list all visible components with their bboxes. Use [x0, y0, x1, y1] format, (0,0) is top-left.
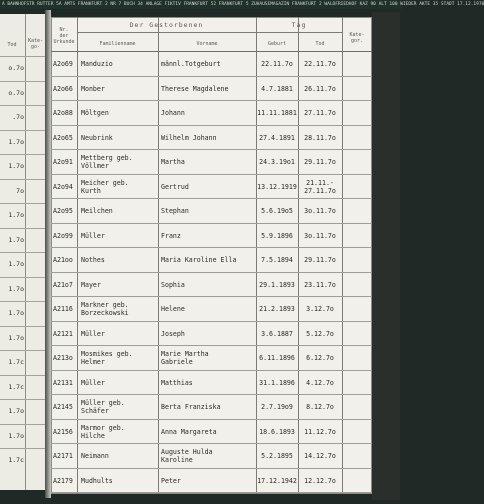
- header-geburt: Geburt: [267, 41, 287, 47]
- cell-tod: 26.11.7o: [304, 84, 336, 93]
- cell-geburt: 3.6.1887: [261, 329, 293, 338]
- cell-vorname: Peter: [161, 476, 181, 485]
- cell-geburt: 13.12.1919: [257, 182, 297, 191]
- cell-geburt: 31.1.1896: [259, 378, 295, 387]
- cell-familienname: Mosmikes geb. Helmer: [81, 350, 133, 366]
- cell-geburt: 27.4.1891: [259, 133, 295, 142]
- cell-urkunde-nr: A21o7: [53, 280, 73, 289]
- cell-vorname: Johann: [161, 109, 185, 117]
- left-page-row-rule: [0, 326, 45, 327]
- left-page-date: o.7o: [8, 64, 24, 72]
- cell-geburt: 2.7.19o9: [261, 403, 293, 411]
- left-page-date: 1.7c: [8, 456, 24, 464]
- left-page-date: 1.7o: [8, 431, 24, 440]
- cell-tod: 29.11.7o: [304, 158, 336, 166]
- left-page-date: 1.7c: [8, 382, 24, 391]
- cell-urkunde-nr: A2131: [53, 378, 73, 387]
- cell-familienname: Markner geb. Borzeckowski: [81, 301, 129, 317]
- cell-urkunde-nr: A2o99: [53, 231, 73, 240]
- row-rule: [51, 125, 372, 126]
- cell-urkunde-nr: A21oo: [53, 256, 73, 264]
- row-rule: [51, 198, 372, 199]
- column-rule: [77, 17, 78, 494]
- left-page-date: 1.7c: [8, 358, 24, 366]
- cell-vorname: Maria Karoline Ella: [161, 256, 237, 264]
- left-page-date: 1.7o: [8, 235, 24, 244]
- book-edge: [372, 12, 400, 500]
- left-page-date: 1.7o: [8, 407, 24, 415]
- column-rule: [158, 17, 159, 494]
- cell-familienname: Marmor geb. Hilche: [81, 423, 125, 440]
- cell-tod: 11.12.7o: [304, 427, 336, 436]
- cell-familienname: Mudhults: [81, 476, 113, 485]
- header-bottom-rule: [51, 51, 372, 52]
- cell-vorname: Martha: [161, 158, 185, 166]
- cell-urkunde-nr: A2121: [53, 329, 73, 338]
- cell-tod: 14.12.7o: [304, 452, 336, 460]
- row-rule: [51, 100, 372, 101]
- cell-urkunde-nr: A2116: [53, 305, 73, 313]
- row-rule: [51, 321, 372, 322]
- cell-vorname: Marie Martha Gabriele: [161, 350, 209, 366]
- cell-tod: 5.12.7o: [306, 329, 334, 338]
- cell-familienname: Mayer: [81, 280, 101, 289]
- cell-vorname: männl.Totgeburt: [161, 60, 221, 68]
- left-page-tod-header: Tod: [7, 42, 17, 48]
- cell-vorname: Therese Magdalene: [161, 84, 229, 93]
- cell-familienname: Müller geb. Schäfer: [81, 399, 125, 415]
- row-rule: [51, 76, 372, 77]
- row-rule: [51, 272, 372, 273]
- header-urkunde-nr: Nr. der Urkunde: [53, 27, 75, 45]
- cell-urkunde-nr: A2o66: [53, 84, 73, 93]
- cell-geburt: 4.7.1881: [261, 84, 293, 93]
- cell-vorname: Gertrud: [161, 182, 189, 191]
- row-rule: [51, 149, 372, 150]
- header-tod: Tod: [315, 41, 325, 47]
- cell-urkunde-nr: A2o91: [53, 158, 73, 166]
- header-vorname: Vorname: [196, 41, 218, 47]
- cell-vorname: Auguste Hulda Karoline: [161, 448, 213, 464]
- cell-familienname: Neimann: [81, 452, 109, 460]
- left-page-date: 1.7o: [8, 284, 24, 293]
- cell-geburt: 24.3.19o1: [259, 158, 295, 166]
- left-page-row-rule: [0, 277, 45, 278]
- row-rule: [51, 174, 372, 175]
- cell-familienname: Manduzio: [81, 60, 113, 68]
- left-page-date: 1.7o: [8, 309, 24, 317]
- cell-geburt: 7.5.1894: [261, 256, 293, 264]
- cell-geburt: 22.11.7o: [261, 60, 293, 68]
- cell-familienname: Müller: [81, 329, 105, 338]
- cell-geburt: 18.6.1893: [259, 427, 295, 436]
- left-page-row-rule: [0, 179, 45, 180]
- cell-tod: 3o.11.7o: [304, 207, 336, 215]
- cell-familienname: Möltgen: [81, 109, 109, 117]
- cell-tod: 29.11.7o: [304, 256, 336, 264]
- cell-urkunde-nr: A2o69: [53, 60, 73, 68]
- cell-familienname: Müller: [81, 378, 105, 387]
- header-kategorie: Kate- gor.: [349, 32, 365, 44]
- left-page-row-rule: [0, 130, 45, 131]
- scan-header-strip: A BAHNHOFSTR RUTTER 5A AMTS FRANKFURT 2 NR 7 BUCH 34 ANLAGE FIKTIV FRANKFURT 52 FRANKFURT 5 ZUHAUSEMAGAZIN FRANKFURT 2 WALDFRIEDHOF KAZ 90 ALT 100 WIEDER AKTE 35 STADT 17.12.1970: [2, 2, 484, 7]
- row-rule: [51, 492, 372, 493]
- left-page-row-rule: [0, 105, 45, 106]
- cell-urkunde-nr: A2171: [53, 452, 73, 460]
- left-page-kategorie-header: Kate- go-: [27, 38, 44, 50]
- row-rule: [51, 247, 372, 248]
- cell-familienname: Mettberg geb. Völlmer: [81, 154, 133, 170]
- row-rule: [51, 223, 372, 224]
- cell-tod: 27.11.7o: [304, 109, 336, 117]
- left-page-date: 1.7o: [8, 333, 24, 342]
- left-page-row-rule: [0, 56, 45, 57]
- cell-familienname: Monber: [81, 84, 105, 93]
- cell-tod: 8.12.7o: [306, 403, 334, 411]
- cell-geburt: 29.1.1893: [259, 280, 295, 289]
- cell-vorname: Helene: [161, 305, 185, 313]
- cell-urkunde-nr: A2o94: [53, 182, 73, 191]
- cell-urkunde-nr: A2o95: [53, 207, 73, 215]
- left-page-row-rule: [0, 81, 45, 82]
- cell-tod: 12.12.7o: [304, 476, 336, 485]
- header-day-group: Tag: [291, 21, 307, 29]
- cell-urkunde-nr: A2156: [53, 427, 73, 436]
- row-rule: [51, 394, 372, 395]
- row-rule: [51, 468, 372, 469]
- cell-tod: 4.12.7o: [306, 378, 334, 387]
- cell-geburt: 6.11.1896: [259, 354, 295, 362]
- cell-familienname: Neubrink: [81, 133, 113, 142]
- cell-geburt: 5.6.19o5: [261, 207, 293, 215]
- row-rule: [51, 370, 372, 371]
- cell-urkunde-nr: A2179: [53, 476, 73, 485]
- left-page-date: 1.7o: [8, 211, 24, 219]
- left-page-date: 1.7o: [8, 162, 24, 170]
- cell-tod: 21.11.- 27.11.7o: [304, 178, 336, 195]
- cell-vorname: Anna Margareta: [161, 427, 217, 436]
- left-page-row-rule: [0, 252, 45, 253]
- left-page-row-rule: [0, 154, 45, 155]
- cell-geburt: 5.2.1895: [261, 452, 293, 460]
- column-rule: [342, 17, 343, 494]
- cell-tod: 3o.11.7o: [304, 231, 336, 240]
- cell-geburt: 5.9.1896: [261, 231, 293, 240]
- left-page-row-rule: [0, 301, 45, 302]
- cell-familienname: Meicher geb. Kurth: [81, 178, 129, 195]
- cell-familienname: Müller: [81, 231, 105, 240]
- row-rule: [51, 345, 372, 346]
- cell-tod: 6.12.7o: [306, 354, 334, 362]
- cell-vorname: Berta Franziska: [161, 403, 221, 411]
- cell-geburt: 21.2.1893: [259, 305, 295, 313]
- register-page: [51, 17, 372, 494]
- left-page-row-rule: [0, 203, 45, 204]
- cell-vorname: Matthias: [161, 378, 193, 387]
- left-page-date: o.7o: [8, 88, 24, 97]
- cell-tod: 28.11.7o: [304, 133, 336, 142]
- left-page-row-rule: [0, 350, 45, 351]
- cell-vorname: Wilhelm Johann: [161, 133, 217, 142]
- cell-geburt: 17.12.1942: [257, 476, 297, 485]
- left-page-row-rule: [0, 448, 45, 449]
- left-page-date: 1.7o: [8, 137, 24, 146]
- cell-vorname: Franz: [161, 231, 181, 240]
- left-page-date: 7o: [16, 186, 24, 195]
- cell-urkunde-nr: A2o88: [53, 109, 73, 117]
- left-page-row-rule: [0, 228, 45, 229]
- cell-tod: 3.12.7o: [306, 305, 334, 313]
- row-rule: [51, 419, 372, 420]
- cell-familienname: Nothes: [81, 256, 105, 264]
- header-familienname: Familienname: [99, 41, 136, 47]
- left-facing-page: [0, 14, 46, 490]
- cell-tod: 22.11.7o: [304, 60, 336, 68]
- left-page-row-rule: [0, 375, 45, 376]
- cell-urkunde-nr: A2145: [53, 403, 73, 411]
- header-deceased-group: Der Gestorbenen: [129, 21, 204, 29]
- cell-geburt: 11.11.1881: [257, 109, 297, 117]
- cell-familienname: Meilchen: [81, 207, 113, 215]
- cell-vorname: Sophia: [161, 280, 185, 289]
- cell-urkunde-nr: A2o65: [53, 133, 73, 142]
- cell-tod: 23.11.7o: [304, 280, 336, 289]
- row-rule: [51, 296, 372, 297]
- cell-urkunde-nr: A213o: [53, 354, 73, 362]
- cell-vorname: Joseph: [161, 329, 185, 338]
- left-page-row-rule: [0, 424, 45, 425]
- left-page-row-rule: [0, 399, 45, 400]
- cell-vorname: Stephan: [161, 207, 189, 215]
- header-group-rule: [77, 32, 342, 33]
- row-rule: [51, 443, 372, 444]
- left-page-date: .7o: [12, 113, 24, 121]
- left-page-date: 1.7o: [8, 260, 24, 268]
